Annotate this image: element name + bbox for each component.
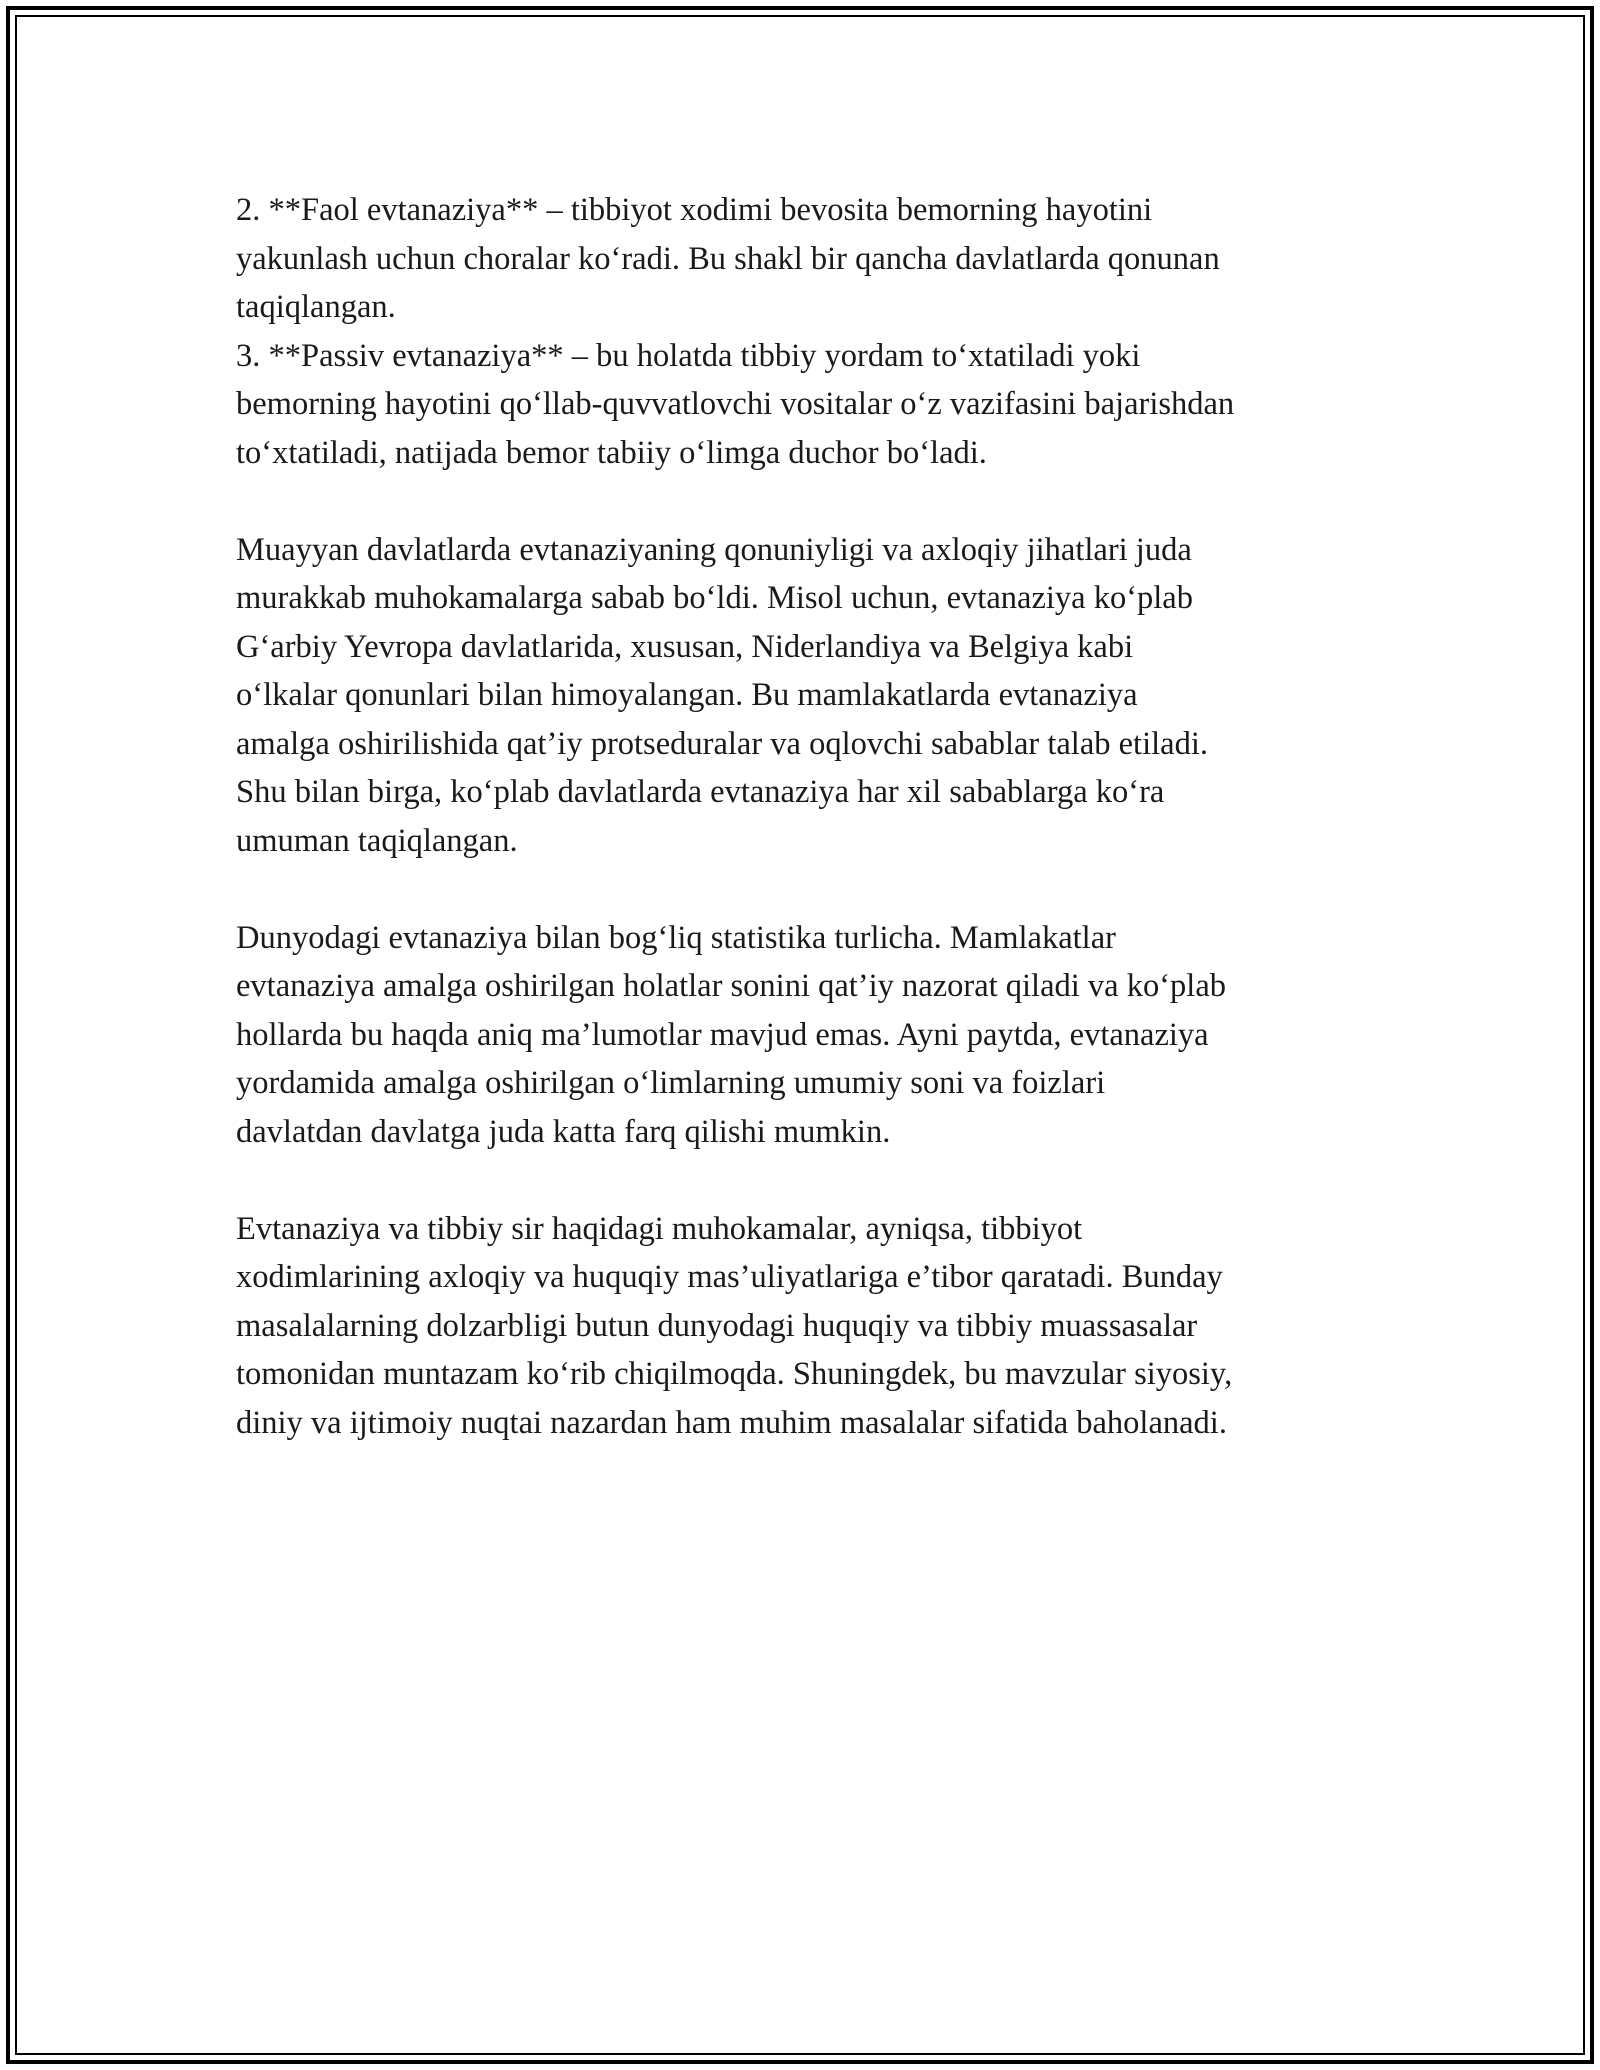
text-line: yordamida amalga oshirilgan o‘limlarning umumiy soni va foizlari: [236, 1065, 1106, 1101]
text-line: murakkab muhokamalarga sabab bo‘ldi. Misol uchun, evtanaziya ko‘plab: [236, 580, 1193, 616]
paragraph-statistics: [236, 914, 1386, 1157]
text-line: 2. **Faol evtanaziya** – tibbiyot xodimi bevosita bemorning hayotini: [236, 192, 1153, 228]
text-line: to‘xtatiladi, natijada bemor tabiiy o‘limga duchor bo‘ladi.: [236, 434, 987, 471]
paragraph-spacer: [236, 1156, 1386, 1205]
paragraph-spacer: [236, 865, 1386, 914]
text-line: o‘lkalar qonunlari bilan himoyalangan. Bu mamlakatlarda evtanaziya: [236, 677, 1138, 713]
paragraph-spacer: [236, 477, 1386, 526]
text-line: masalalarning dolzarbligi butun dunyodagi huquqiy va tibbiy muassasalar: [236, 1307, 1198, 1344]
text-line: taqiqlangan.: [236, 289, 396, 325]
list-item-faol-evtanaziya: [236, 186, 1386, 332]
text-line: Shu bilan birga, ko‘plab davlatlarda evtanaziya har xil sabablarga ko‘ra: [236, 774, 1165, 810]
text-line: 3. **Passiv evtanaziya** – bu holatda tibbiy yordam to‘xtatiladi yoki: [236, 337, 1141, 374]
paragraph-legality: [236, 526, 1386, 866]
text-line: umuman taqiqlangan.: [236, 822, 518, 859]
text-line: diniy va ijtimoiy nuqtai nazardan ham muhim masalalar sifatida baholanadi.: [236, 1404, 1227, 1441]
text-line: tomonidan muntazam ko‘rib chiqilmoqda. Shuningdek, bu mavzular siyosiy,: [236, 1356, 1233, 1392]
document-body: [236, 186, 1386, 1447]
text-line: bemorning hayotini qo‘llab-quvvatlovchi vositalar o‘z vazifasini bajarishdan: [236, 386, 1235, 422]
paragraph-medical-secrecy: [236, 1205, 1386, 1448]
text-line: Dunyodagi evtanaziya bilan bog‘liq statistika turlicha. Mamlakatlar: [236, 919, 1116, 956]
text-line: G‘arbiy Yevropa davlatlarida, xususan, Niderlandiya va Belgiya kabi: [236, 628, 1134, 665]
text-line: Muayyan davlatlarda evtanaziyaning qonuniyligi va axloqiy jihatlari juda: [236, 531, 1192, 568]
text-line: xodimlarining axloqiy va huquqiy mas’uliyatlariga e’tibor qaratadi. Bunday: [236, 1259, 1223, 1295]
text-line: amalga oshirilishida qat’iy protseduralar va oqlovchi sabablar talab etiladi.: [236, 725, 1208, 762]
text-line: evtanaziya amalga oshirilgan holatlar sonini qat’iy nazorat qiladi va ko‘plab: [236, 968, 1226, 1004]
text-line: davlatdan davlatga juda katta farq qilishi mumkin.: [236, 1113, 891, 1150]
text-line: Evtanaziya va tibbiy sir haqidagi muhokamalar, ayniqsa, tibbiyot: [236, 1210, 1083, 1247]
text-line: hollarda bu haqda aniq ma’lumotlar mavjud emas. Ayni paytda, evtanaziya: [236, 1016, 1209, 1053]
list-item-passiv-evtanaziya: [236, 332, 1386, 478]
text-line: yakunlash uchun choralar ko‘radi. Bu shakl bir qancha davlatlarda qonunan: [236, 240, 1220, 277]
